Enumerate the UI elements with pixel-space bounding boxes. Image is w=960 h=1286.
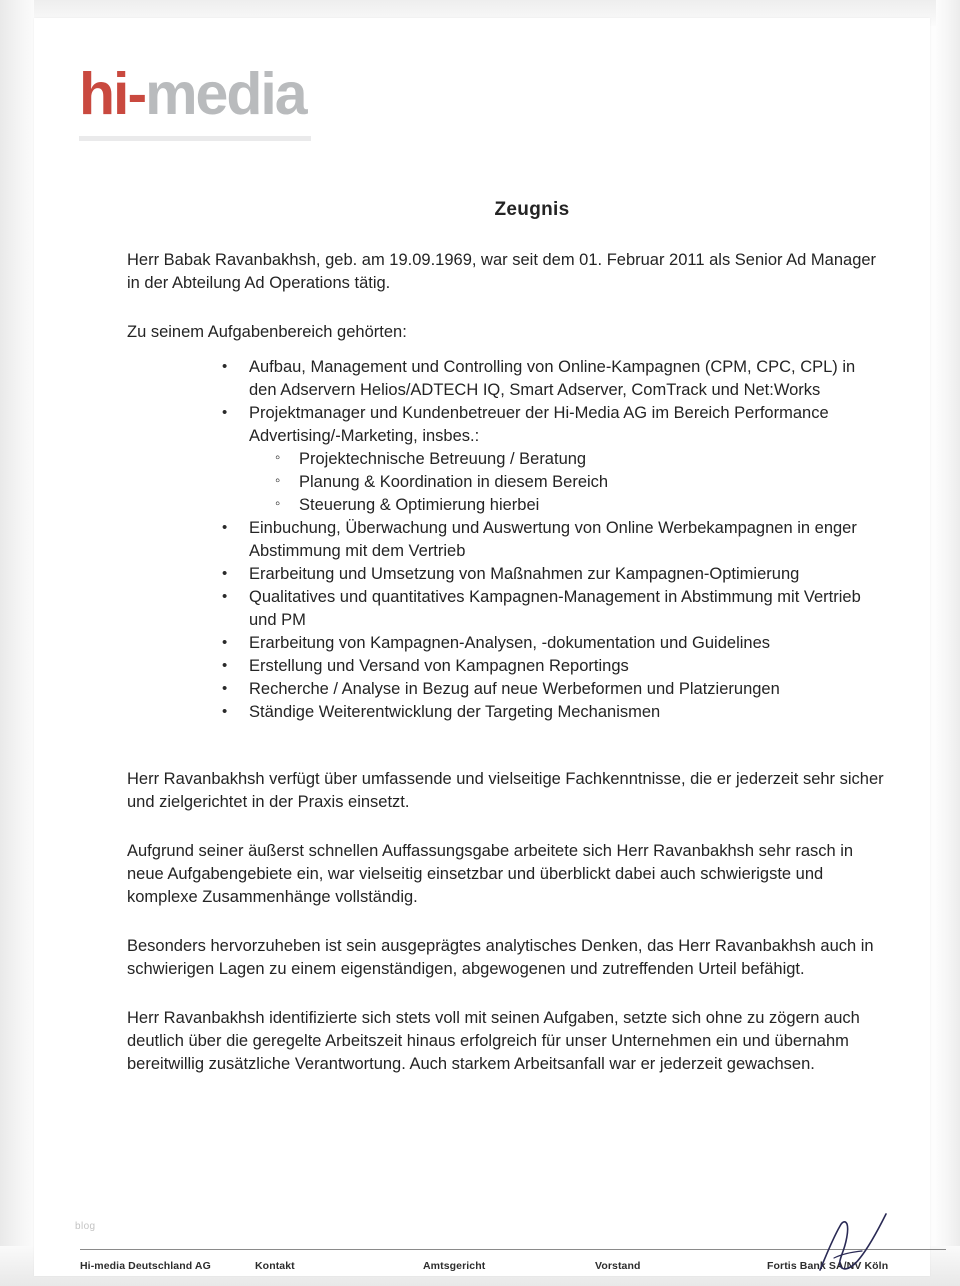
page-content-area (34, 18, 930, 1276)
footer-bank: Fortis Bank SA/NV Köln (767, 1260, 889, 1272)
document-title: Zeugnis (494, 199, 570, 220)
list-item (249, 517, 887, 563)
page-footer (80, 1260, 950, 1272)
list-item (249, 586, 887, 632)
list-item (249, 632, 887, 655)
footer-contact: Kontakt (255, 1260, 295, 1272)
assessment-paragraph: Besonders hervorzuheben ist sein ausgeprägtes analytisches Denken, das Herr Ravanbakhsh auch in schwierigen Lagen zu einem eigenständigen, abgewogenen und zutreffenden Urteil befähigt. (127, 937, 874, 978)
task-text: Erarbeitung von Kampagnen-Analysen, -dokumentation und Guidelines (249, 634, 770, 652)
list-item (249, 563, 887, 586)
footer-court: Amtsgericht (423, 1260, 486, 1272)
subtask-text: Projektechnische Betreuung / Beratung (299, 450, 587, 468)
task-text: Ständige Weiterentwicklung der Targeting Mechanismen (249, 703, 661, 721)
assessment-paragraphs (127, 768, 887, 1076)
logo-text-hi: hi (79, 61, 128, 127)
task-list (127, 356, 887, 724)
task-text: Erarbeitung und Umsetzung von Maßnahmen zur Kampagnen-Optimierung (249, 565, 800, 583)
task-text: Projektmanager und Kundenbetreuer der Hi-Media AG im Bereich Performance Advertising/-Marketing, insbes.: (249, 404, 829, 445)
scan-edge-left (0, 0, 34, 1286)
watermark-text: blog (75, 1221, 96, 1232)
task-text: Erstellung und Versand von Kampagnen Reportings (249, 657, 629, 675)
assessment-paragraph: Herr Ravanbakhsh verfügt über umfassende und vielseitige Fachkenntnisse, die er jederzeit sehr sicher und zielgerichtet in der Praxis einsetzt. (127, 770, 884, 811)
list-item (299, 471, 887, 494)
logo-text-media: media (145, 61, 306, 127)
list-item (249, 678, 887, 701)
scan-edge-right (936, 0, 960, 1286)
list-item (249, 402, 887, 517)
company-logo (79, 61, 306, 127)
document-body (127, 198, 887, 1076)
tasks-lead-in: Zu seinem Aufgabenbereich gehörten: (127, 323, 407, 341)
assessment-paragraph: Aufgrund seiner äußerst schnellen Auffassungsgabe arbeitete sich Herr Ravanbakhsh sehr rasch in neue Aufgabengebiete ein, war vielseitig einsetzbar und überblickt dabei auch schwierigste und komplexe Zusammenhänge vollständig. (127, 842, 854, 906)
list-item (249, 701, 887, 724)
task-sublist (249, 448, 887, 517)
subtask-text: Planung & Koordination in diesem Bereich (299, 473, 609, 491)
task-text: Qualitatives und quantitatives Kampagnen-Management in Abstimmung mit Vertrieb und PM (249, 588, 861, 629)
task-text: Aufbau, Management und Controlling von Online-Kampagnen (CPM, CPC, CPL) in den Adservern Helios/ADTECH IQ, Smart Adserver, ComTrack und Net:Works (249, 358, 856, 399)
intro-paragraph: Herr Babak Ravanbakhsh, geb. am 19.09.1969, war seit dem 01. Februar 2011 als Senior Ad Manager in der Abteilung Ad Operations tätig. (127, 251, 877, 292)
list-item (249, 655, 887, 678)
list-item (249, 356, 887, 402)
list-item (299, 448, 887, 471)
footer-divider (80, 1249, 946, 1250)
list-item (299, 494, 887, 517)
footer-board: Vorstand (595, 1260, 641, 1272)
task-text: Recherche / Analyse in Bezug auf neue Werbeformen und Platzierungen (249, 680, 780, 698)
task-text: Einbuchung, Überwachung und Auswertung von Online Werbekampagnen in enger Abstimmung mit dem Vertrieb (249, 519, 857, 560)
assessment-paragraph: Herr Ravanbakhsh identifizierte sich stets voll mit seinen Aufgaben, setzte sich ohne zu zögern auch deutlich über die geregelte Arbeitszeit hinaus erfolgreich für unser Unternehmen ein und übernahm bereitwillig zusätzliche Verantwortung. Auch starkem Arbeitsanfall war er jederzeit gewachsen. (127, 1009, 860, 1073)
logo-underline (79, 136, 311, 141)
footer-company: Hi-media Deutschland AG (80, 1260, 211, 1272)
subtask-text: Steuerung & Optimierung hierbei (299, 496, 540, 514)
logo-text-dash: - (127, 61, 146, 127)
